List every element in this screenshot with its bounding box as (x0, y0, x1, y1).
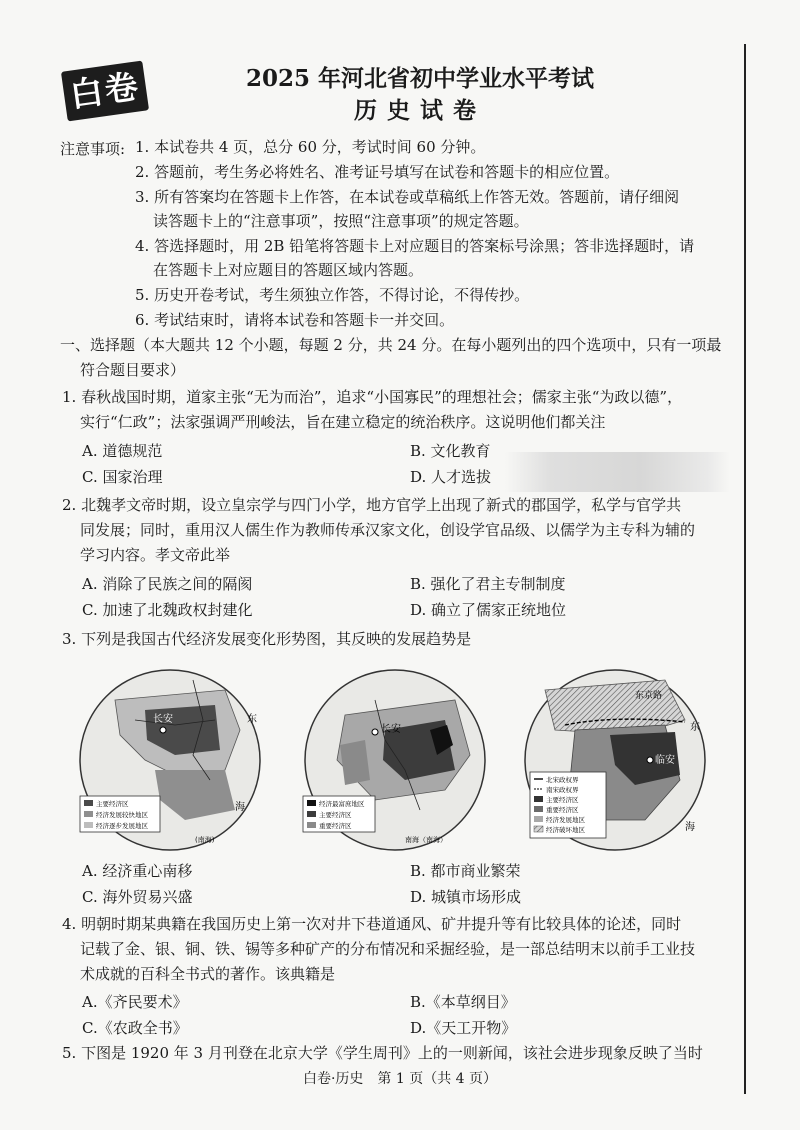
q4-option-c: C.《农政全书》 (82, 1019, 188, 1037)
q3-option-d: D. 城镇市场形成 (410, 888, 522, 906)
exam-subtitle: 历史试卷 (354, 97, 486, 124)
q2-option-b: B. 强化了君主专制制度 (410, 575, 566, 593)
q4-option-d: D.《天工开物》 (410, 1019, 517, 1037)
fold-line (744, 44, 746, 1094)
q1-option-a: A. 道德规范 (82, 442, 163, 460)
map-2-legend-swatch-1 (307, 800, 316, 806)
notice-item-2: 2. 答题前，考生务必将姓名、准考证号填写在试卷和答题卡的相应位置。 (135, 163, 620, 181)
map-2 (303, 670, 485, 850)
map-3-legend-2: 南宋政权界 (546, 786, 579, 794)
map-1-legend-2: 经济发展较快地区 (96, 811, 148, 819)
map-2-legend-swatch-2 (307, 811, 316, 817)
map-1-legend-swatch-2 (84, 811, 93, 817)
map-1-legend-1: 主要经济区 (96, 800, 129, 808)
map-3-sea-label-2: 海 (685, 822, 695, 833)
section-heading-cont: 符合题目要求） (80, 361, 186, 379)
q1-option-b: B. 文化教育 (410, 442, 491, 460)
q4-stem-line3: 术成就的百科全书式的著作。该典籍是 (80, 965, 336, 983)
map-1-city-dot (160, 727, 166, 733)
notice-item-6: 6. 考试结束时，请将本试卷和答题卡一并交回。 (135, 311, 455, 329)
map-3-legend-swatch-6 (534, 826, 543, 832)
map-3-legend-swatch-4 (534, 806, 543, 812)
map-1-legend-swatch-1 (84, 800, 93, 806)
notice-item-3: 3. 所有答案均在答题卡上作答，在本试卷或草稿纸上作答无效。答题前，请仔细阅 (135, 188, 680, 206)
q1-stem-line1: 1. 春秋战国时期，道家主张“无为而治”，追求“小国寡民”的理想社会；儒家主张“为政以德”， (62, 388, 683, 406)
map-2-legend-1: 经济最富庶地区 (319, 800, 365, 808)
notice-item-5: 5. 历史开卷考试，考生须独立作答，不得讨论，不得传抄。 (135, 286, 530, 304)
map-2-legend-2: 主要经济区 (319, 811, 352, 819)
q4-stem-line2: 记载了金、银、铜、铁、锡等多种矿产的分布情况和采掘经验，是一部总结明末以前手工业技 (80, 940, 696, 958)
q2-option-a: A. 消除了民族之间的隔阂 (82, 575, 253, 593)
q1-stem-line2: 实行“仁政”；法家强调严刑峻法，旨在建立稳定的统治秩序。这说明他们都关注 (80, 413, 606, 431)
map-2-west-area (340, 740, 370, 785)
map-3-region-label: 东京路 (635, 691, 663, 701)
map-1-legend-3: 经济逐步发展地区 (96, 822, 148, 830)
notice-label: 注意事项: (60, 140, 126, 158)
economy-maps (75, 660, 715, 860)
map-1-city-label: 长安 (153, 714, 173, 725)
map-1-sea-label-2: 海 (235, 802, 245, 813)
q4-option-a: A.《齐民要术》 (82, 993, 188, 1011)
map-3-legend-swatch-3 (534, 796, 543, 802)
notice-item-4-cont: 在答题卡上对应题目的答题区域内答题。 (153, 261, 424, 279)
q3-option-b: B. 都市商业繁荣 (410, 862, 521, 880)
q2-option-c: C. 加速了北魏政权封建化 (82, 601, 253, 619)
q3-option-a: A. 经济重心南移 (82, 862, 193, 880)
map-1-small-label: (南海) (195, 836, 215, 844)
q5-stem-line1: 5. 下图是 1920 年 3 月刊登在北京大学《学生周刊》上的一则新闻，该社会进步现象反映了当时 (62, 1044, 703, 1062)
map-3-sea-label: 东 (690, 722, 700, 733)
paper-badge: 白卷 (61, 61, 149, 122)
map-1-sea-label: 东 (247, 714, 257, 725)
exam-title: 2025 年河北省初中学业水平考试 (245, 65, 595, 92)
section-heading: 一、选择题（本大题共 12 个小题，每题 2 分，共 24 分。在每小题列出的四个选项中，只有一项最 (60, 336, 722, 354)
map-2-legend-swatch-3 (307, 822, 316, 828)
map-2-sea-label: 南海（南海） (405, 836, 447, 844)
q3-stem: 3. 下列是我国古代经济发展变化形势图，其反映的发展趋势是 (62, 630, 472, 648)
map-2-city-dot (372, 729, 378, 735)
map-3-city-dot (647, 757, 653, 763)
notice-item-1: 1. 本试卷共 4 页，总分 60 分，考试时间 60 分钟。 (135, 138, 486, 156)
map-3-legend-4: 重要经济区 (546, 806, 579, 814)
map-3-legend-6: 经济破坏地区 (546, 826, 585, 834)
q4-option-b: B.《本草纲目》 (410, 993, 516, 1011)
map-3-legend-swatch-5 (534, 816, 543, 822)
q2-option-d: D. 确立了儒家正统地位 (410, 601, 567, 619)
page-footer: 白卷·历史 第 1 页（共 4 页） (302, 1071, 498, 1087)
q2-stem-line1: 2. 北魏孝文帝时期，设立皇宗学与四门小学，地方官学上出现了新式的郡国学，私学与官学共 (62, 496, 682, 514)
q2-stem-line2: 同发展；同时，重用汉人儒生作为教师传承汉家文化，创设学官品级、以儒学为主专科为辅的 (80, 521, 696, 539)
map-3-city-label: 临安 (655, 755, 675, 766)
scan-smudge (505, 452, 730, 492)
map-3-legend-5: 经济发展地区 (546, 816, 585, 824)
q3-option-c: C. 海外贸易兴盛 (82, 888, 193, 906)
map-3-legend-1: 北宋政权界 (546, 776, 579, 784)
map-2-legend-3: 重要经济区 (319, 822, 352, 830)
notice-item-4: 4. 答选择题时，用 2B 铅笔将答题卡上对应题目的答案标号涂黑；答非选择题时，请 (135, 237, 695, 255)
q4-stem-line1: 4. 明朝时期某典籍在我国历史上第一次对井下巷道通风、矿井提升等有比较具体的论述，同时 (62, 915, 682, 933)
q1-option-d: D. 人才选拔 (410, 468, 492, 486)
map-2-city-label: 长安 (381, 724, 401, 735)
map-3-legend-3: 主要经济区 (546, 796, 579, 804)
map-1-legend-swatch-3 (84, 822, 93, 828)
notice-item-3-cont: 读答题卡上的“注意事项”，按照“注意事项”的规定答题。 (153, 212, 529, 230)
map-3 (525, 670, 705, 850)
q1-option-c: C. 国家治理 (82, 468, 163, 486)
q2-stem-line3: 学习内容。孝文帝此举 (80, 546, 231, 564)
map-1 (80, 670, 260, 850)
